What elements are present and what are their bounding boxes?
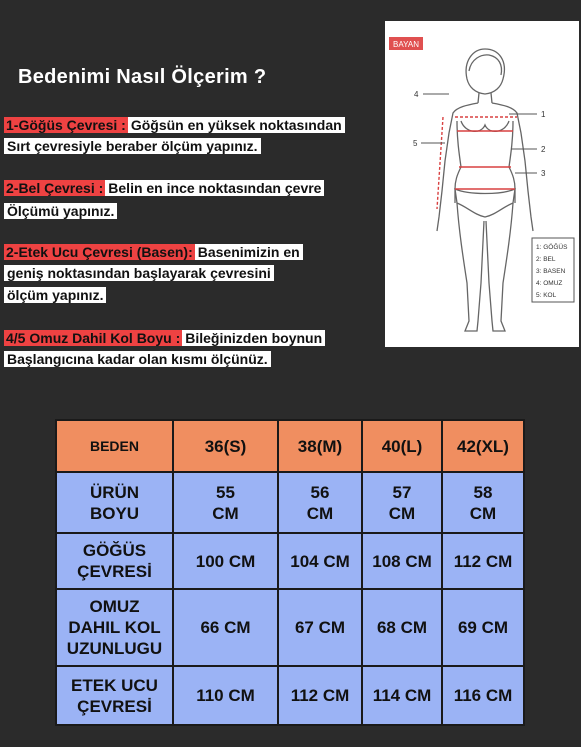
pointer-lines [421, 94, 537, 173]
instruction-waist-text-2: Ölçümü yapınız. [4, 203, 117, 219]
legend-waist: 2: BEL [536, 256, 556, 263]
header-size-38: 38(M) [278, 420, 362, 472]
header-size-42: 42(XL) [442, 420, 524, 472]
cell-hem-42: 116 CM [442, 666, 524, 725]
cell-arm-42: 69 CM [442, 589, 524, 666]
instruction-arm-line-1 [4, 329, 325, 348]
measurement-figure [385, 21, 579, 347]
marker-5: 5 [413, 139, 418, 148]
instruction-chest-line-1 [4, 116, 345, 135]
instruction-arm-label: 4/5 Omuz Dahil Kol Boyu : [6, 330, 181, 346]
table-row-length [56, 472, 524, 533]
instruction-hip-line-1 [4, 243, 303, 262]
cell-hem-40: 114 CM [362, 666, 442, 725]
cell-chest-36: 100 CM [173, 533, 278, 589]
woman-outline [437, 49, 533, 331]
instruction-arm-line-2 [4, 350, 271, 369]
cell-arm-36: 66 CM [173, 589, 278, 666]
table-header-row [56, 420, 524, 472]
row-label-hem: ETEK UCU ÇEVRESİ [56, 666, 173, 725]
legend-shoulder: 4: OMUZ [536, 280, 563, 287]
instruction-chest-line-2 [4, 137, 261, 156]
body-figure-illustration [385, 21, 579, 347]
cell-length-42: 58 CM [442, 472, 524, 533]
instruction-waist-line-2 [4, 202, 117, 221]
instruction-hip-line-2 [4, 264, 274, 283]
instruction-chest-label: 1-Göğüs Çevresi : [6, 117, 126, 133]
header-size-40: 40(L) [362, 420, 442, 472]
cell-hem-36: 110 CM [173, 666, 278, 725]
page-title: Bedenimi Nasıl Ölçerim ? [18, 66, 267, 88]
instruction-arm-text-1: Bileğinizden boynun [182, 330, 325, 346]
instruction-hip-text-1: Basenimizin en [195, 244, 303, 260]
header-size-36: 36(S) [173, 420, 278, 472]
instruction-chest-text-1: Göğsün en yüksek noktasından [128, 117, 345, 133]
table-row-arm [56, 589, 524, 666]
cell-length-36: 55 CM [173, 472, 278, 533]
instruction-waist-label: 2-Bel Çevresi : [6, 180, 104, 196]
figure-badge: BAYAN [393, 40, 419, 49]
cell-chest-38: 104 CM [278, 533, 362, 589]
cell-arm-40: 68 CM [362, 589, 442, 666]
instruction-arm-text-2: Başlangıcına kadar olan kısmı ölçünüz. [4, 351, 271, 367]
table-row-chest [56, 533, 524, 589]
cell-length-38: 56 CM [278, 472, 362, 533]
legend-hip: 3: BASEN [536, 268, 566, 275]
marker-2: 2 [541, 145, 546, 154]
marker-3: 3 [541, 169, 546, 178]
instruction-hip-text-3: ölçüm yapınız. [4, 287, 106, 303]
marker-1: 1 [541, 110, 546, 119]
marker-4: 4 [414, 90, 419, 99]
cell-length-40: 57 CM [362, 472, 442, 533]
instruction-chest-text-2: Sırt çevresiyle beraber ölçüm yapınız. [4, 138, 261, 154]
instruction-hip-label: 2-Etek Ucu Çevresi (Basen): [6, 244, 193, 260]
header-size-label: BEDEN [56, 420, 173, 472]
cell-chest-40: 108 CM [362, 533, 442, 589]
cell-hem-38: 112 CM [278, 666, 362, 725]
legend-chest: 1: GÖĞÜS [536, 244, 568, 251]
size-chart-table [55, 419, 525, 726]
legend-arm: 5: KOL [536, 292, 557, 299]
instruction-hip-line-3 [4, 286, 106, 305]
cell-chest-42: 112 CM [442, 533, 524, 589]
row-label-chest: GÖĞÜS ÇEVRESİ [56, 533, 173, 589]
row-label-length: ÜRÜN BOYU [56, 472, 173, 533]
instruction-waist-text-1: Belin en ince noktasından çevre [105, 180, 324, 196]
row-label-arm: OMUZ DAHIL KOL UZUNLUGU [56, 589, 173, 666]
cell-arm-38: 67 CM [278, 589, 362, 666]
instruction-waist-line-1 [4, 179, 324, 198]
instruction-hip-text-2: geniş noktasından başlayarak çevresini [4, 265, 274, 281]
table-row-hem [56, 666, 524, 725]
